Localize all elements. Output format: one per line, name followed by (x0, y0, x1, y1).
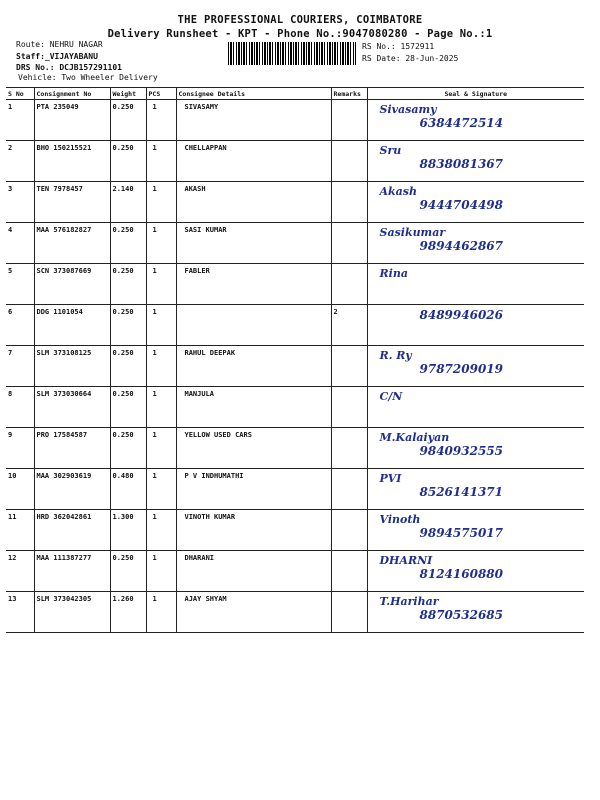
cell-remarks (331, 264, 367, 305)
cell-remarks (331, 387, 367, 428)
vehicle-label: Vehicle: Two Wheeler Delivery (18, 73, 158, 82)
signature-name: R. Ry (379, 349, 412, 362)
table-row (6, 305, 584, 346)
signature-name: M.Kalaiyan (379, 431, 450, 444)
cell-remarks (331, 428, 367, 469)
barcode (228, 42, 356, 65)
cell-remarks (331, 592, 367, 633)
cell-consignment: SCN 373087669 (34, 264, 110, 305)
cell-sno: 13 (6, 592, 34, 633)
table-row (6, 264, 584, 305)
cell-weight: 0.250 (110, 551, 146, 592)
signature-name: Sivasamy (379, 103, 437, 116)
cell-consignee: SIVASAMY (176, 100, 331, 141)
cell-sno: 10 (6, 469, 34, 510)
cell-consignee: SASI KUMAR (176, 223, 331, 264)
cell-sno: 7 (6, 346, 34, 387)
cell-remarks: 2 (331, 305, 367, 346)
table-row (6, 592, 584, 633)
cell-sno: 9 (6, 428, 34, 469)
cell-pcs: 1 (146, 141, 176, 182)
signature-name: Akash (379, 185, 417, 198)
cell-pcs: 1 (146, 182, 176, 223)
signature-phone: 9787209019 (419, 362, 503, 376)
cell-consignee: CHELLAPPAN (176, 141, 331, 182)
cell-sno: 11 (6, 510, 34, 551)
cell-weight: 0.480 (110, 469, 146, 510)
cell-signature (367, 305, 584, 346)
cell-pcs: 1 (146, 223, 176, 264)
cell-consignment: SLM 373042305 (34, 592, 110, 633)
table-row (6, 223, 584, 264)
cell-sno: 6 (6, 305, 34, 346)
signature-phone: 9894462867 (419, 239, 503, 253)
cell-weight: 1.260 (110, 592, 146, 633)
signature-phone: 8489946026 (419, 308, 503, 322)
table-row (6, 428, 584, 469)
cell-consignment: HRD 362042861 (34, 510, 110, 551)
cell-remarks (331, 469, 367, 510)
cell-consignee: MANJULA (176, 387, 331, 428)
table-row (6, 387, 584, 428)
cell-remarks (331, 551, 367, 592)
signature-phone: 8838081367 (419, 157, 503, 171)
cell-pcs: 1 (146, 551, 176, 592)
cell-weight: 0.250 (110, 223, 146, 264)
signature-phone: 6384472514 (419, 116, 503, 130)
cell-weight: 0.250 (110, 387, 146, 428)
company-title: THE PROFESSIONAL COURIERS, COIMBATORE (177, 14, 423, 26)
col-signature: Seal & Signature (367, 88, 584, 100)
drs-number: DRS No.: DCJB157291101 (16, 63, 122, 72)
cell-pcs: 1 (146, 469, 176, 510)
signature-phone: 8870532685 (419, 608, 503, 622)
signature-name: C/N (379, 390, 403, 403)
cell-remarks (331, 346, 367, 387)
table-row (6, 551, 584, 592)
col-remarks: Remarks (331, 88, 367, 100)
cell-weight: 0.250 (110, 346, 146, 387)
cell-signature (367, 510, 584, 551)
route-label: Route: NEHRU NAGAR (16, 40, 103, 49)
cell-signature (367, 387, 584, 428)
cell-weight: 2.140 (110, 182, 146, 223)
cell-sno: 8 (6, 387, 34, 428)
cell-pcs: 1 (146, 387, 176, 428)
signature-phone: 9444704498 (419, 198, 503, 212)
signature-name: Rina (379, 267, 408, 280)
table-header (6, 88, 584, 100)
cell-consignee: P V INDHUMATHI (176, 469, 331, 510)
cell-pcs: 1 (146, 510, 176, 551)
cell-consignment: MAA 302903619 (34, 469, 110, 510)
cell-consignee: DHARANI (176, 551, 331, 592)
cell-pcs: 1 (146, 592, 176, 633)
cell-pcs: 1 (146, 346, 176, 387)
signature-name: T.Harihar (379, 595, 439, 608)
cell-pcs: 1 (146, 264, 176, 305)
cell-consignment: PRO 17584587 (34, 428, 110, 469)
col-sno: S No (6, 88, 34, 100)
cell-sno: 2 (6, 141, 34, 182)
cell-consignment: SLM 373030664 (34, 387, 110, 428)
cell-pcs: 1 (146, 428, 176, 469)
signature-name: PVI (379, 472, 402, 485)
staff-label: Staff:_VIJAYABANU (16, 52, 98, 61)
cell-signature (367, 592, 584, 633)
cell-weight: 0.250 (110, 264, 146, 305)
cell-signature (367, 141, 584, 182)
signature-name: DHARNI (379, 554, 433, 567)
cell-remarks (331, 510, 367, 551)
cell-consignment: DDG 1101054 (34, 305, 110, 346)
cell-pcs: 1 (146, 100, 176, 141)
cell-pcs: 1 (146, 305, 176, 346)
runsheet-subtitle: Delivery Runsheet - KPT - Phone No.:9047080280 - Page No.:1 (107, 28, 493, 40)
cell-sno: 12 (6, 551, 34, 592)
cell-signature (367, 469, 584, 510)
cell-sno: 4 (6, 223, 34, 264)
cell-signature (367, 100, 584, 141)
signature-phone: 8124160880 (419, 567, 503, 581)
cell-signature (367, 182, 584, 223)
cell-consignment: BHO 150215521 (34, 141, 110, 182)
rs-date: RS Date: 28-Jun-2025 (362, 54, 459, 63)
table-row (6, 346, 584, 387)
cell-consignee (176, 305, 331, 346)
col-pcs: PCS (146, 88, 176, 100)
cell-consignment: TEN 7978457 (34, 182, 110, 223)
rs-number: RS No.: 1572911 (362, 42, 435, 51)
cell-consignment: MAA 576182827 (34, 223, 110, 264)
table-row (6, 510, 584, 551)
cell-sno: 3 (6, 182, 34, 223)
cell-signature (367, 264, 584, 305)
cell-consignment: SLM 373108125 (34, 346, 110, 387)
table-row (6, 141, 584, 182)
cell-consignee: AJAY SHYAM (176, 592, 331, 633)
col-consignment: Consignment No (34, 88, 110, 100)
cell-consignee: AKASH (176, 182, 331, 223)
signature-name: Sru (379, 144, 402, 157)
signature-name: Vinoth (379, 513, 421, 526)
cell-weight: 1.300 (110, 510, 146, 551)
cell-weight: 0.250 (110, 100, 146, 141)
signature-name: Sasikumar (379, 226, 446, 239)
col-weight: Weight (110, 88, 146, 100)
cell-consignment: MAA 111387277 (34, 551, 110, 592)
cell-signature (367, 223, 584, 264)
cell-weight: 0.250 (110, 305, 146, 346)
col-consignee: Consignee Details (176, 88, 331, 100)
cell-signature (367, 428, 584, 469)
cell-consignee: RAHUL DEEPAK (176, 346, 331, 387)
cell-sno: 1 (6, 100, 34, 141)
cell-consignee: YELLOW USED CARS (176, 428, 331, 469)
cell-weight: 0.250 (110, 428, 146, 469)
table-row (6, 100, 584, 141)
table-row (6, 469, 584, 510)
cell-remarks (331, 223, 367, 264)
cell-weight: 0.250 (110, 141, 146, 182)
cell-remarks (331, 182, 367, 223)
cell-consignment: PTA 235049 (34, 100, 110, 141)
cell-remarks (331, 100, 367, 141)
signature-phone: 8526141371 (419, 485, 503, 499)
cell-signature (367, 346, 584, 387)
runsheet-table (6, 87, 584, 633)
cell-remarks (331, 141, 367, 182)
cell-consignee: FABLER (176, 264, 331, 305)
cell-sno: 5 (6, 264, 34, 305)
cell-consignee: VINOTH KUMAR (176, 510, 331, 551)
signature-phone: 9840932555 (419, 444, 503, 458)
table-row (6, 182, 584, 223)
signature-phone: 9894575017 (419, 526, 503, 540)
cell-signature (367, 551, 584, 592)
